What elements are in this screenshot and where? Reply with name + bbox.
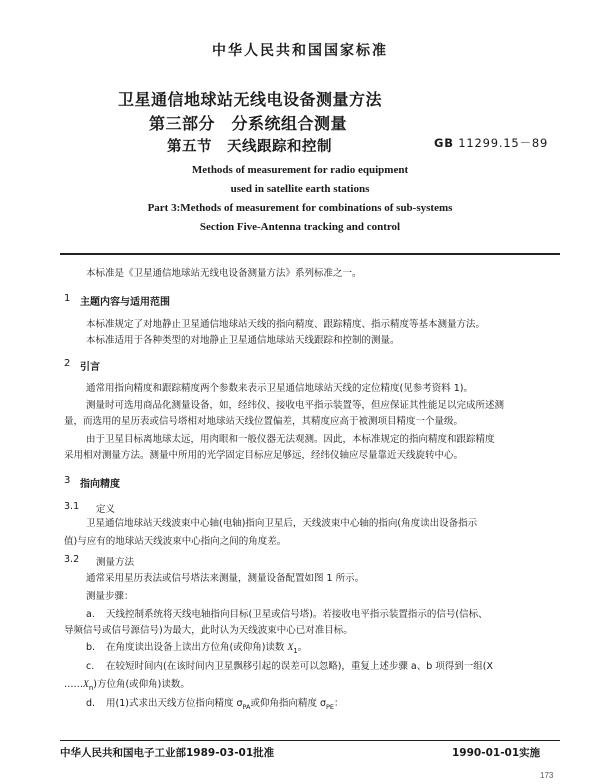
subsection-heading: 定义 bbox=[96, 504, 116, 515]
step-c-text: 在较短时间内(在该时间内卫星飘移引起的误差可以忽略)，重复上述步骤 a、b 项得到一组(X bbox=[106, 661, 494, 672]
step-d-text bbox=[106, 697, 344, 714]
standard-name: 中华人民共和国国家标准 bbox=[212, 43, 388, 59]
implementation-date: 1990-01-01实施 bbox=[452, 747, 541, 759]
paragraph: 卫星通信地球站天线波束中心轴(电轴)指向卫星后，天线波束中心轴的指向(角度读出设备指示 bbox=[86, 518, 478, 529]
step-a-label: a. bbox=[86, 609, 95, 620]
variable-subscript-n: n bbox=[88, 683, 94, 692]
title-line-2: 第三部分 分系统组合测量 bbox=[149, 114, 348, 133]
paragraph: 值)与应有的地球站天线波束中心指向之间的角度差。 bbox=[64, 536, 287, 547]
footer-rule bbox=[60, 740, 560, 741]
gb-code: 11299.15－89 bbox=[458, 136, 549, 150]
page-number: 173 bbox=[540, 771, 554, 780]
english-title-line-3: Part 3:Methods of measurement for combinations of sub-systems bbox=[147, 202, 453, 214]
step-c-text-continued: $\dots\dots X_n$)方位角(或仰角)读数。 bbox=[64, 679, 190, 692]
sigma-subscript-pe: PE bbox=[326, 702, 335, 711]
variable-x: X bbox=[83, 680, 89, 690]
step-b-tail: 。 bbox=[297, 642, 308, 653]
header-rule bbox=[60, 253, 560, 255]
variable-x: X bbox=[287, 643, 294, 653]
variable-subscript: 1 bbox=[293, 646, 298, 655]
section-heading: 指向精度 bbox=[80, 479, 120, 490]
section-number: 3 bbox=[64, 475, 71, 486]
step-d-body: 用(1)式求出天线方位指向精度 σ bbox=[106, 698, 243, 709]
subsection-number: 3.2 bbox=[64, 554, 80, 565]
section-heading: 引言 bbox=[80, 362, 100, 373]
sigma-subscript-pa: PA bbox=[242, 702, 251, 711]
paragraph: 本标准适用于各种类型的对地静止卫星通信地球站天线跟踪和控制的测量。 bbox=[86, 335, 400, 346]
section-number: 2 bbox=[64, 358, 71, 369]
paragraph: 通常采用星历表法或信号塔法来测量，测量设备配置如图 1 所示。 bbox=[86, 573, 365, 584]
gb-prefix: GB bbox=[434, 136, 454, 150]
english-title-line-1: Methods of measurement for radio equipment bbox=[191, 164, 409, 176]
step-c-tail: )方位角(或仰角)读数。 bbox=[93, 679, 190, 690]
gb-number bbox=[434, 135, 548, 151]
step-d-tail: ： bbox=[334, 698, 344, 709]
step-d-label: d. bbox=[86, 698, 96, 709]
paragraph: 测量步骤： bbox=[86, 591, 134, 602]
paragraph: 测量时可选用商品化测量设备，如，经纬仪、接收电平指示装置等，但应保证其性能足以完成所述测 bbox=[86, 400, 505, 411]
approval-date: 中华人民共和国电子工业部1989-03-01批准 bbox=[60, 747, 275, 759]
section-heading: 主题内容与适用范围 bbox=[80, 297, 170, 308]
step-a-text: 天线控制系统将天线电轴指向目标(卫星或信号塔)。若接收电平指示装置指示的信号(信标、 bbox=[106, 609, 488, 620]
english-title-line-2: used in satellite earth stations bbox=[230, 183, 370, 195]
paragraph: 通常用指向精度和跟踪精度两个参数来表示卫星通信地球站天线的定位精度(见参考资料 1)。 bbox=[86, 383, 473, 394]
subsection-number: 3.1 bbox=[64, 501, 80, 512]
step-d-mid: 或仰角指向精度 σ bbox=[250, 698, 326, 709]
paragraph: 由于卫星目标离地球太远，用肉眼和一般仪器无法观测。因此，本标准规定的指向精度和跟踪精度 bbox=[86, 434, 495, 445]
paragraph: 采用相对测量方法。测量中所用的光学固定目标应足够远，经纬仪轴应尽量靠近天线旋转中心。 bbox=[64, 450, 464, 461]
step-b-text bbox=[106, 641, 307, 658]
subsection-heading: 测量方法 bbox=[96, 557, 135, 568]
english-title-line-4: Section Five-Antenna tracking and control bbox=[199, 221, 401, 233]
step-b-label: b. bbox=[86, 642, 96, 653]
step-c-label: c. bbox=[86, 661, 95, 672]
title-line-3: 第五节 天线跟踪和控制 bbox=[167, 139, 332, 155]
section-number: 1 bbox=[64, 293, 71, 304]
paragraph: 本标准规定了对地静止卫星通信地球站天线的指向精度、跟踪精度、指示精度等基本测量方法。 bbox=[86, 319, 486, 330]
step-b-body: 在角度读出设备上读出方位角(或仰角)读数 bbox=[106, 642, 288, 653]
paragraph: 量，而选用的星历表或信号塔相对地球站天线位置偏差，其精度应高于被测项目精度一个量级。 bbox=[64, 416, 464, 427]
step-a-text-continued: 导频信号或信号源信号)为最大，此时认为天线波束中心已对准目标。 bbox=[64, 625, 353, 636]
title-line-1: 卫星通信地球站无线电设备测量方法 bbox=[118, 90, 383, 109]
intro-paragraph: 本标准是《卫星通信地球站无线电设备测量方法》系列标准之一。 bbox=[86, 268, 362, 279]
